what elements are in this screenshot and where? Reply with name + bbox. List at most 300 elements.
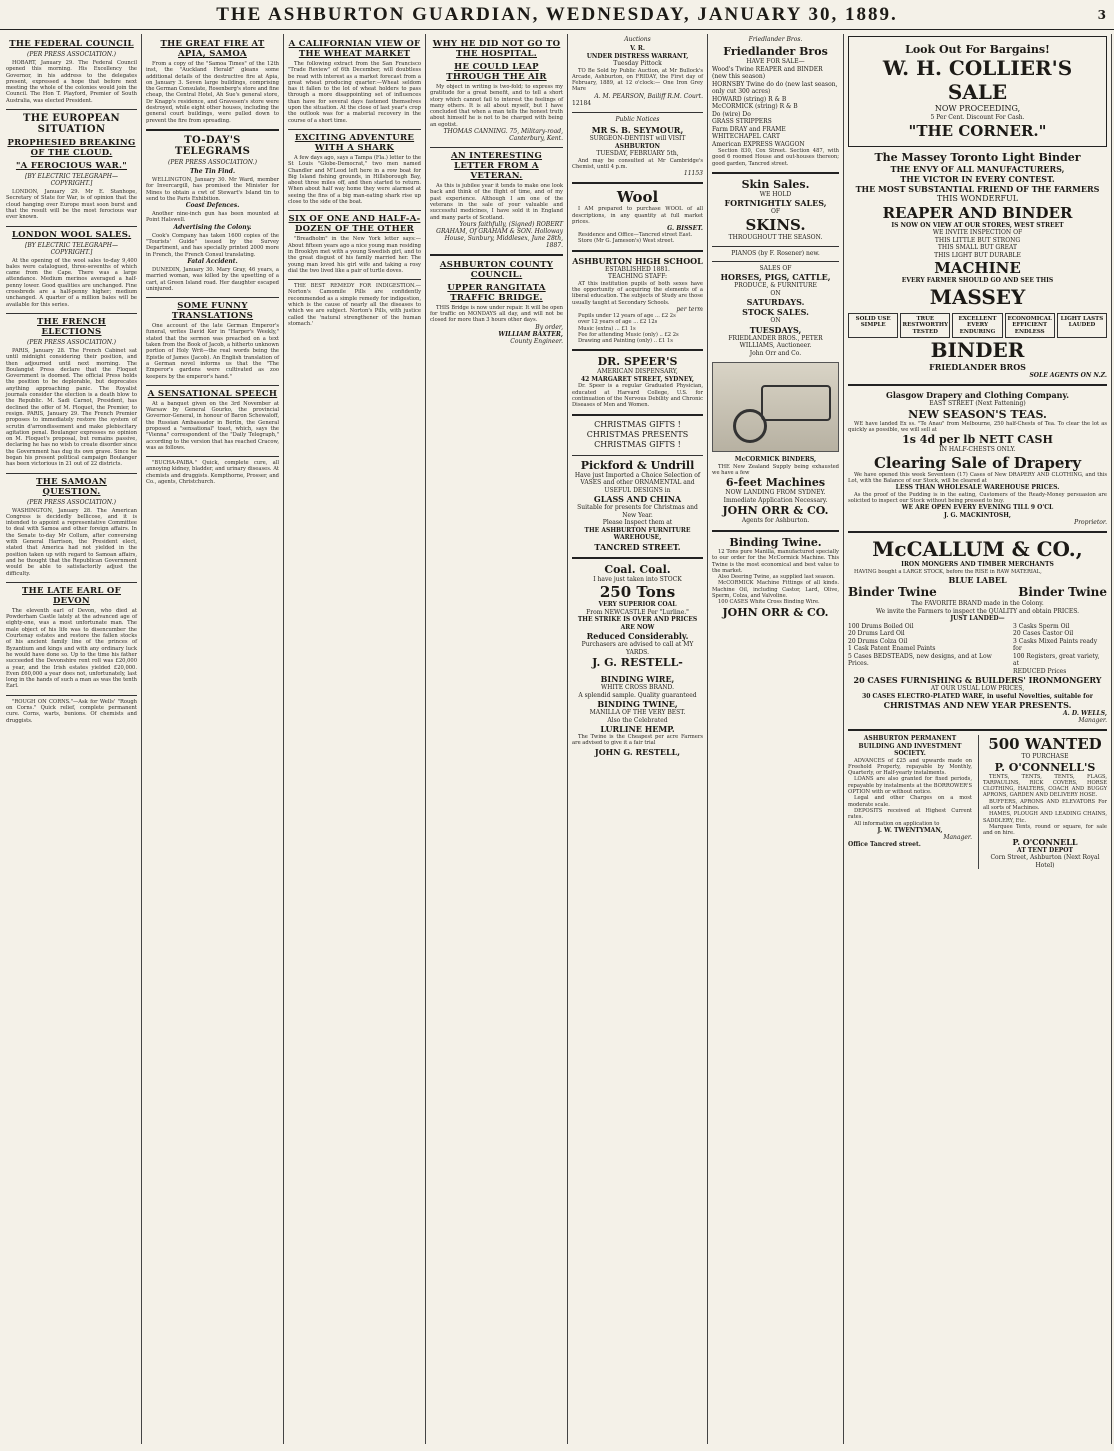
article-body: At the opening of the wool sales to-day 9,400 bales were catalogued, three-sevenths of which came from the Cape. There was a large attendance. Medium merinos averaged a half-penny lower. Good qualities are unchanged. Fine crossbreds are a half-penny higher; medium unchanged. A quarter of a million bales will be available for this series. <box>6 257 137 308</box>
ad-line: BUFFERS, APRONS AND ELEVATORS For all sorts of Machines. <box>983 798 1107 812</box>
ad-line: THIS LITTLE BUT STRONG <box>934 236 1021 244</box>
ad-body: WE have landed Ex ss. "Te Anau" from Melbourne, 250 half-Chests of Tea. To clear the lot as quickly as possible, we will sell at <box>848 420 1107 433</box>
ad-line: WHITE CROSS BRAND. <box>600 684 675 692</box>
section-label-auctions: Auctions <box>624 36 651 43</box>
telegram-fatal-title: Fatal Accident. <box>187 257 238 265</box>
ad-body: TO Be Sold by Public Auction, at Mr Bullock's Arcade, Ashburton, on FRIDAY, the First day of February, 1889, at 12 o'clock:— One Iron Grey Mare <box>572 67 703 93</box>
article-apia-fire <box>146 39 279 124</box>
ad-coal <box>572 563 703 670</box>
fees-label: per term <box>676 305 703 313</box>
divider <box>572 557 703 559</box>
ad-line: OF <box>770 208 781 216</box>
article-body: At a banquet given on the 3rd November at Warsaw by General Gourko, the provincial Governor-General, in honour of Baron Schewaloff, the Russian Ambassador in Berlin, the General proposed a "sensational" toast, which, says the "Vienna" correspondent of the "Daily Telegraph," according to the version that has reached Cracow, was as follows. <box>146 400 279 451</box>
ad-line: VASES and other ORNAMENTAL and USEFUL DESIGNS in <box>580 479 695 494</box>
ad-line: THE ASHBURTON FURNITURE WAREHOUSE, <box>584 526 691 542</box>
ad-line: IN HALF-CHESTS ONLY. <box>939 446 1016 454</box>
ad-signer: A. M. PEARSON, Bailiff R.M. Court. <box>594 92 703 100</box>
source-line: [BY ELECTRIC TELEGRAPH—COPYRIGHT.] <box>25 241 118 256</box>
divider <box>146 385 279 386</box>
divider <box>572 182 703 184</box>
list-item: WHITECHAPEL CART <box>712 133 780 140</box>
fee-line: Music (extra) ... £1 1s <box>578 325 636 332</box>
ad-heading: Friedlander Bros <box>723 45 828 58</box>
source-line: (PER PRESS ASSOCIATION.) <box>27 51 116 58</box>
ad-signer: JOHN G. RESTELL, <box>594 746 681 757</box>
ad-address: EAST STREET (Next Fattening) <box>929 400 1026 407</box>
headline: WHY HE DID NOT GO TO THE HOSPITAL. <box>432 39 561 59</box>
article-body: The eleventh earl of Devon, who died at Powderham Castle lately at the advanced age of eighty-one, was a most unfortunate man. The male object of his life was to disencumber the Courtenay estates and restore the fallen stocks of his ancient family line of the princes of Byzantium and kings and with any ordinary luck he would have done so. Up to the time his father succeeded the Devonshire rent roll was £20,000 a year, and the Irish estates yielded £20,000. Even £60,000 a year does not, unfortunately, last long in the hands of such a man as was the tenth Earl. <box>6 607 137 690</box>
trait-cell: ECONOMICAL EFFICIENT ENDLESS <box>1005 313 1055 339</box>
ad-line: TUESDAYS, <box>749 324 802 335</box>
divider <box>430 147 563 148</box>
ad-building-society <box>848 735 972 869</box>
divider <box>146 297 279 298</box>
ad-line: VERY SUPERIOR COAL <box>598 601 677 609</box>
ad-line: IS NOW ON VIEW AT OUR STORES, WEST STREET <box>891 221 1064 229</box>
list-item: American EXPRESS WAGGON <box>712 140 805 148</box>
ad-line: Immediate Application Necessary. <box>723 496 828 504</box>
headline: THE FEDERAL COUNCIL <box>9 39 134 49</box>
ad-signer: FRIEDLANDER BROS <box>929 362 1026 372</box>
article-earl-of-devon <box>6 586 137 690</box>
ad-caption: McCORMICK BINDERS, <box>734 456 817 464</box>
ad-mccallum <box>848 537 1107 724</box>
divider <box>572 414 703 416</box>
ad-info: All information on application to <box>854 820 940 827</box>
ad-line: LESS THAN WHOLESALE WAREHOUSE PRICES. <box>895 484 1060 492</box>
telegram-coast-title: Coast Defences. <box>185 202 240 210</box>
article-veteran <box>430 151 563 249</box>
divider <box>848 384 1107 386</box>
ad-dr-speer <box>572 355 703 408</box>
ad-christmas <box>572 420 703 450</box>
ad-staff-label: TEACHING STAFF: <box>607 273 668 281</box>
divider <box>146 129 279 131</box>
article-hospital <box>430 39 563 142</box>
ad-line: TUESDAY, FEBRUARY 5th, <box>596 150 679 158</box>
ad-price: 1s 4d per lb NETT CASH <box>902 433 1053 447</box>
trait-cell: EXCELLENT EVERY ENDURING <box>952 313 1002 339</box>
ad-agent: John Orr and Co. <box>749 349 802 357</box>
ad-body: We have opened this week Seventeen (17) Cases of New DRAPERY AND CLOTHING, and this Lot, with the Balance of our Stock, will be cleared at <box>848 471 1107 484</box>
ad-line: STOCK SALES. <box>742 307 809 318</box>
ad-line: BINDER <box>930 338 1025 362</box>
headline: THE EUROPEAN SITUATION <box>23 113 120 136</box>
ad-line: SURGEON-DENTIST will VISIT <box>589 135 686 143</box>
ad-binding-twine <box>712 536 839 619</box>
divider <box>6 582 137 583</box>
ad-line: Reduced Considerably. <box>586 631 689 642</box>
ad-rough-on-corns: "ROUGH ON CORNS."—Ask for Wells' "Rough on Corns." Quick relief, complete permanent cure. Corns, warts, bunions. Of chemists and druggists. <box>6 698 137 724</box>
headline: SOME FUNNY TRANSLATIONS <box>171 301 254 322</box>
divider <box>572 349 703 351</box>
ad-body: AT this institution pupils of both sexes have the opportunity of acquiring the elements of a liberal education. The subjects of Study are those usually taught at Secondary Schools. <box>572 280 703 306</box>
column-1 <box>2 34 142 1444</box>
ad-body: 12 Tons pure Manilla, manufactured specially to our order for the McCormick Machine. This Twine is the most economical and best value to the market. <box>712 548 839 574</box>
source-line: (PER PRESS ASSOCIATION.) <box>168 158 257 166</box>
list-item: HOWARD (string) R & B <box>712 95 787 103</box>
article-european <box>6 113 137 220</box>
ad-sub: HAVE FOR SALE— <box>746 58 805 65</box>
quote-headline: "A FEROCIOUS WAR." <box>15 161 128 172</box>
ad-line: HORSES, PIGS, CATTLE, <box>720 272 831 283</box>
column-2 <box>142 34 284 1444</box>
ad-line: SALES OF <box>759 264 792 272</box>
signature: THOMAS CANNING. 75, Military-road, Canterbury, Kent. <box>443 128 563 143</box>
trait-cell: SOLID USE SIMPLE <box>848 313 898 339</box>
ad-fittings: McCORMICK Machine Fittings of all kinds. Machine Oil, including Castor, Lard, Olive, Sperm, Colza, and Valvoline. <box>712 580 839 600</box>
ad-address: Corn Street, Ashburton (Next Royal Hotel) <box>990 854 1100 869</box>
column-5 <box>568 34 708 1444</box>
notice-county-council <box>430 260 563 345</box>
divider <box>712 172 839 174</box>
list-item: 100 Drums Boiled Oil <box>848 622 914 630</box>
ad-line: Also Deering Twine, as supplied last season. <box>718 574 835 581</box>
ad-line: MASSEY <box>929 284 1026 309</box>
ad-line: AT OUR USUAL LOW PRICES, <box>930 685 1025 693</box>
article-body: LONDON, January 29. Mr E. Stanhope, Secretary of State for War, is of opinion that the cloud hanging over Europe must soon burst and that the result will be the most ferocious war ever known. <box>6 189 137 221</box>
ad-line: Purchasers are advised to call at MY YARDS. <box>581 641 694 656</box>
list-item: 3 Casks Sperm Oil <box>1013 622 1070 630</box>
ad-line: NOW PROCEEDING, <box>934 104 1021 113</box>
ad-line: TANCRED STREET. <box>594 541 681 552</box>
ad-signer: J. G. MACKINTOSH, <box>944 511 1011 519</box>
ad-bucha-paiba: "BUCHA-PAIBA." Quick, complete cure, all annoying kidney, bladder, and urinary diseases. At chemists and druggists. Kempthorne, Prosser, and Co., agents, Christchurch. <box>146 460 279 486</box>
ad-line: I have just taken into STOCK <box>593 575 682 583</box>
telegram-tin-body: WELLINGTON, January 30. Mr Ward, member for Invercargill, has promised the Minister for Mines to obtain a cwt of Stewart's Island tin to send to the Paris Exhibition. <box>146 176 279 202</box>
article-body: As this is jubilee year it tends to make one look back and think of the flight of time, and of my past experience. Although I am one of the veterans in the sale of your valuable and successful medicines, I have sold it in England and many parts of Scotland. <box>430 183 563 221</box>
ad-line: MANILLA OF THE VERY BEST. <box>589 709 686 717</box>
ad-line: FORTNIGHTLY SALES, <box>724 198 827 209</box>
ad-line: BINDING TWINE, <box>597 699 678 710</box>
divider <box>712 246 839 247</box>
telegram-advertising-title: Advertising the Colony. <box>173 223 252 231</box>
ad-line: CHRISTMAS PRESENTS <box>586 429 689 439</box>
headline: LONDON WOOL SALES. <box>11 229 132 240</box>
article-shark <box>288 133 421 205</box>
ad-brand: JOHN ORR & CO. <box>722 605 829 619</box>
ad-body: Dr. Speer is a regular Graduated Physician, educated at Harvard College, U.S. for continuation of the Nervous Debility and Chronic Diseases of Men and Women. <box>572 383 703 409</box>
ad-pianos: PIANOS (by F. Rosener) new. <box>731 250 820 258</box>
ad-heading: Wool <box>616 188 659 207</box>
article-french-elections <box>6 317 137 468</box>
divider <box>430 254 563 256</box>
headline: THE LATE EARL OF DEVON <box>22 585 121 606</box>
ad-line: Also the Celebrated <box>607 716 668 724</box>
ad-signer-title: Manager. <box>1078 717 1107 725</box>
divider <box>6 473 137 474</box>
ad-heading: DR. SPEER'S <box>597 355 678 369</box>
ad-line: THIS SMALL BUT GREAT <box>937 244 1018 251</box>
article-telegrams <box>146 135 279 292</box>
headline: A CALIFORNIAN VIEW OF THE WHEAT MARKET <box>288 39 421 59</box>
ad-distress-warrant <box>572 45 703 107</box>
ad-pickford-undrill <box>572 459 703 552</box>
fee-line: Drawing and Painting (only) .. £1 1s <box>578 338 673 345</box>
ad-high-school <box>572 256 703 345</box>
list-item: 1 Cask Patent Enamel Paints <box>848 645 936 653</box>
notice-body: THIS Bridge is now under repair. It will be open for traffic on MONDAYS all day, and will not be closed for more than 3 hours other days. <box>430 304 563 324</box>
ad-line: CHRISTMAS GIFTS ! <box>594 439 681 449</box>
article-body: From a copy of the "Samoa Times" of the 12th inst, the "Auckland Herald" gleans some additional details of the destructive fire at Apia, on January 3. Seven large buildings, comprising the German Consulate, Rosenberg's store and fine cheap, the Central Hotel, Ah Sue's general store, Dr Knapp's residence, and Gravesen's store were destroyed, while eight other houses, including the general court buildings, were pulled down to prevent the fire from spreading. <box>146 61 279 124</box>
trait-cell: TRUE RESTWORTHY TESTED <box>900 313 950 339</box>
ad-body: ADVANCES of £25 and upwards made on Freehold Property, repayable by Monthly, Quarterly, or Half-yearly instalments. <box>848 757 972 777</box>
ad-loans: LOANS are also granted for fixed periods, repayable by instalments at the BORROWER'S OPTION with or without notice. <box>848 776 972 796</box>
ad-line: LURLINE HEMP. <box>600 724 675 735</box>
divider <box>6 695 137 696</box>
list-item: GRASS STRIPPERS <box>712 118 772 125</box>
article-body: PARIS, January 28. The French Cabinet sat until midnight considering their position, and then adjourned until next morning. The Boulangist Press declare that the Floquet Government is doomed. The official Press holds the position to be deplorable, but deprecates anything approaching panic. The Royalist journals consider the election is a death blow to the Republic. M. Sadi Carnot, President, has declined the offer of M. Floquet, the Premier, to resign. PARIS, January 29. The French Premier proposes to immediately restore the system of scrutin d'arrondissement and make plebiscitary agitation penal. Boulanger expresses no opinion on M. Floquet's proposal, but remains passive, declaring he has no wish to create disorder since the Government has dug its own grave. Since he began his present political campaign Boulanger has been victorious in 21 out of 22 districts. <box>6 347 137 468</box>
headline: THE GREAT FIRE AT APIA, SAMOA <box>160 39 265 59</box>
ad-line: A splendid sample. Quality guaranteed <box>578 691 697 699</box>
list-item: 3 Casks Mixed Paints ready for <box>1013 637 1098 653</box>
list-item: Do (wire) Do <box>712 110 751 118</box>
ad-signer: J. W. TWENTYMAN, <box>877 826 943 834</box>
ad-body: HAVING bought a LARGE STOCK, before the RISE in RAW MATERIAL, <box>854 568 1042 575</box>
ad-binding-wire <box>572 674 703 757</box>
ad-office: Office Tancred street. <box>848 841 921 849</box>
ad-line: "THE CORNER." <box>908 121 1047 140</box>
ad-body: THE New Zealand Supply being exhausted we have a few <box>712 463 839 477</box>
ad-signer: G. BISSET. <box>667 225 703 233</box>
ad-ref: 11153 <box>683 170 703 178</box>
fee-line: over 12 years of age ... £2 12s <box>578 319 658 326</box>
ad-line: 20 CASES FURNISHING & BUILDERS' IRONMONGERY <box>853 675 1102 686</box>
article-body: One account of the late German Emperor's funeral, writes David Ker in "Harper's Weekly," stated that the sermon was preached on a text taken from the Book of Jacob, a hitherto unknown portion of Holy Writ—the real words being the Epistle of James (Jacob). An English translation of a German novel informs us that the "The Emperor's gardens were cultivated as zoo keepers by the emperor's hand." <box>146 323 279 380</box>
ad-line: ASHBURTON <box>614 142 661 150</box>
ad-heading: The Massey Toronto Light Binder <box>874 150 1081 164</box>
ad-line: Please Inspect them at <box>602 519 673 527</box>
divider <box>6 226 137 227</box>
list-item: 20 Drums Colza Oil <box>848 637 908 645</box>
list-item: REDUCED Prices <box>1013 667 1067 675</box>
telegram-advertising-body: Cook's Company has taken 1600 copies of the "Tourists' Guide" issued by the Survey Department, and has specially printed 2000 more in French, the French Consul translating. <box>146 232 279 258</box>
page-number: 3 <box>1097 8 1106 22</box>
ad-address: AT TENT DEPOT <box>1017 846 1073 854</box>
ad-heading: Skin Sales. <box>741 177 810 191</box>
ad-heading: Binding Twine. <box>729 535 822 549</box>
ad-line: WE HOLD <box>759 190 792 198</box>
column-6 <box>708 34 844 1444</box>
ad-line: MACHINE <box>934 259 1021 277</box>
ad-line: 5 Per Cent. Discount For Cash. <box>930 114 1025 121</box>
ad-signer: FRIEDLANDER BROS., PETER WILLIAMS, Auctioneer. <box>728 334 823 350</box>
divider <box>848 729 1107 731</box>
ad-sales <box>712 265 839 358</box>
ad-heading: ASHBURTON HIGH SCHOOL <box>572 255 703 266</box>
divider <box>146 456 279 457</box>
list-item: 20 Drums Lard Oil <box>848 630 905 638</box>
source-line: [BY ELECTRIC TELEGRAPH—COPYRIGHT.] <box>25 173 118 188</box>
telegram-fatal-body: DUNEDIN, January 30. Mary Gray, 46 years, a married woman, was killed by the upsetting of a cart, at Green Island road. Her daughter escaped uninjured. <box>146 266 279 292</box>
source-line: (PER PRESS ASSOCIATION.) <box>27 498 116 506</box>
divider <box>712 530 839 532</box>
headline: ASHBURTON COUNTY COUNCIL. <box>439 259 554 280</box>
column-4 <box>426 34 568 1444</box>
ad-friedlander <box>712 45 839 167</box>
trait-cell: LIGHT LASTS LAUDED <box>1057 313 1107 339</box>
bottom-ads-row <box>848 735 1107 874</box>
landed-right <box>1013 623 1107 676</box>
ad-store: Store (Mr G. Jameson's) West street. <box>578 238 675 245</box>
ad-sub: AMERICAN DISPENSARY, <box>597 368 678 376</box>
ad-seymour-dentist <box>572 125 703 177</box>
list-item: HORNSBY Twine do do (new last season, only cut 300 acres) <box>712 80 838 95</box>
article-wool-sales <box>6 230 137 308</box>
ad-skin-sales <box>712 178 839 242</box>
ad-ref: 12184 <box>572 99 592 107</box>
ad-wool-bisset <box>572 188 703 244</box>
ad-line: CHRISTMAS GIFTS ! <box>594 419 681 429</box>
ad-line: ON <box>770 289 781 297</box>
list-item: 100 Registers, great variety, at <box>1013 652 1100 668</box>
mccormick-binder-illustration <box>712 362 839 452</box>
ad-line: THIS LIGHT BUT DURABLE <box>934 251 1021 259</box>
ad-line: 30 CASES ELECTRO-PLATED WARE, in useful Novelties, suitable for <box>862 692 1093 700</box>
ad-body: I AM prepared to purchase WOOL of all descriptions, in any quantity at full market prices. <box>572 206 703 225</box>
crest: V. R. <box>630 45 645 52</box>
ad-line: 250 Tons <box>599 583 676 602</box>
divider <box>288 210 421 211</box>
article-translations <box>146 301 279 380</box>
ad-heading: 6-feet Machines <box>725 476 826 490</box>
ad-line: Look Out For Bargains! <box>905 43 1050 56</box>
ad-landed: JUST LANDED— <box>950 615 1005 623</box>
ad-heading: ASHBURTON PERMANENT BUILDING AND INVESTMENT SOCIETY. <box>858 735 962 758</box>
ad-line: Have just Imported a Choice Selection of <box>574 471 701 479</box>
list-item: 5 Cases BEDSTEADS, new designs, and at Low Prices. <box>848 652 992 668</box>
ad-line: NOW LANDING FROM SYDNEY. <box>725 489 826 497</box>
ad-line: And may be consulted at Mr Cambridge's Chemist, until 4 p.m. <box>572 157 703 170</box>
headline: EXCITING ADVENTURE WITH A SHARK <box>294 132 415 153</box>
ad-heading: UNDER DISTRESS WARRANT, <box>586 52 689 60</box>
ad-line: SKINS. <box>745 215 806 234</box>
ad-line: Marquee Tents, round or square, for sale and on hire. <box>983 823 1107 837</box>
subheadline: UPPER RANGITATA TRAFFIC BRIDGE. <box>447 282 546 303</box>
article-samoan <box>6 477 137 577</box>
ad-line: SATURDAYS. <box>746 297 805 308</box>
twine-row <box>848 585 1107 600</box>
ad-cases: 100 CASES White Cross Binding Wire. <box>718 599 820 606</box>
divider <box>288 129 421 130</box>
ad-signer: A. D. WELLS, <box>1063 710 1107 718</box>
ad-line: THROUGHOUT THE SEASON. <box>728 233 823 241</box>
ad-name: P. O'CONNELL'S <box>994 760 1096 774</box>
divider <box>572 112 703 113</box>
ad-line: REAPER AND BINDER <box>882 203 1073 222</box>
ad-mccormick <box>712 456 839 525</box>
divider <box>6 313 137 314</box>
ad-sub: 42 MARGARET STREET, SYDNEY, <box>580 375 694 383</box>
section-label: Friedlander Bros. <box>748 36 803 43</box>
twine-left: Binder Twine <box>848 585 937 600</box>
ad-line: PRODUCE, & FURNITURE <box>734 282 817 290</box>
ad-oconnell <box>978 735 1107 869</box>
ad-norton-pills: THE BEST REMEDY FOR INDIGESTION.—Norton's Camomile Pills are confidently recommended as a simple remedy for indigestion, which is the cause of nearly all the diseases to which we are subject. Norton's Pills, with justice called the 'natural strengthener of the human stomach.' <box>288 283 421 327</box>
signature: Yours faithfully, (Signed) ROBERT GRAHAM, Of GRAHAM & SON. Holloway House, Sunbury, Middlesex, June 28th, 1887. <box>436 220 563 249</box>
notice-signer-title: County Engineer. <box>510 337 563 345</box>
article-wheat-market <box>288 39 421 124</box>
ad-line: THE MOST SUBSTANTIAL FRIEND OF THE FARMERS <box>855 183 1100 194</box>
article-speech <box>146 389 279 451</box>
article-body: A few days ago, says a Tampa (Fla.) letter to the St Louis "Globe-Democrat," two men named Chandler and M'Leod left here in a row boat for Big Island fishing grounds, in Hillsborough Bay, about three miles off, and then started to return. When about half way home they were alarmed at seeing the fins of a big man-eating shark rise up close to the side of the boat. <box>288 154 421 206</box>
headline: TO-DAY'S TELEGRAMS <box>174 134 251 157</box>
newspaper-title: THE ASHBURTON GUARDIAN, WEDNESDAY, JANUARY 30, 1889. <box>216 4 898 25</box>
ad-line: BLUE LABEL <box>948 575 1007 586</box>
ad-agents: Agents for Ashburton. <box>741 517 810 525</box>
ad-line: THE VICTOR IN EVERY CONTEST. <box>900 173 1055 184</box>
list-item: Farm DRAY and FRAME <box>712 125 786 133</box>
list-item: McCORMICK (string) R & B <box>712 103 798 110</box>
ad-line: BINDING WIRE, <box>600 674 675 685</box>
divider <box>572 455 703 456</box>
ad-line: From NEWCASTLE Per "Lurline." <box>586 608 689 616</box>
article-body: WASHINGTON, January 28. The American Congress is decidedly bellicose, and it is intended to appoint a representative Committee to deal with Samoa and other foreign affairs. In the Senate to-day Mr Collum, after conversing with General Harrison, the President elect, stated that America had not yielded in the position taken up with regard to Samoan affairs, and he thought that the Republican Government would be able to satisfactorily adjust the difficulty. <box>6 507 137 577</box>
landed-list <box>848 623 1107 676</box>
ad-line: EVERY FARMER SHOULD GO AND SEE THIS <box>901 277 1054 284</box>
ad-line: The Twine is the Cheapest per acre Farmers are advised to give it a fair trial <box>572 734 703 747</box>
ad-sub: TO PURCHASE <box>1021 753 1069 761</box>
ad-body: TENTS, TENTS, TENTS, FLAGS, TARPAULINS, RICK COVERS, HORSE CLOTHING, HALTERS, COACH AND BUGGY APRONS, GARDEN AND DELIVERY HOSE. <box>983 773 1107 799</box>
ad-legal: Legal and other Charges on a most moderate scale. <box>848 795 972 808</box>
ad-body: As the proof of the Pudding is in the eating, Customers of the Ready-Money persuasion are solicited to inspect our Stock without being pressed to buy. <box>848 491 1107 504</box>
article-body: "Breadholm" in the New York letter says:—About fifteen years ago a nice young man residing in Brooklyn met with a young Swedish girl, and to the great disgust of his family married her. The young man loved his girl wife and taking a rosy dial the two lived like a pair of turtle doves. <box>288 236 421 274</box>
ad-signer-title: Proprietor. <box>1074 519 1107 527</box>
column-3 <box>284 34 426 1444</box>
ad-glasgow-drapery <box>848 390 1107 526</box>
notice-signer: WILLIAM BAXTER, <box>498 330 563 338</box>
ad-collier-sale <box>848 36 1107 147</box>
divider <box>6 109 137 110</box>
ad-section-text: Section 830, Cox Street. Section 487, with good 6 roomed House and out-houses thereon; good garden, Tancred street. <box>712 148 839 167</box>
ad-heading: Glasgow Drapery and Clothing Company. <box>886 390 1069 400</box>
ad-line: THE STRIKE IS OVER AND PRICES ARE NOW <box>577 616 698 631</box>
ad-line: ON <box>770 317 781 325</box>
divider <box>712 261 839 262</box>
column-7 <box>844 34 1112 1444</box>
headline: SIX OF ONE AND HALF-A-DOZEN OF THE OTHER <box>288 214 421 235</box>
section-label-public-notices: Public Notices <box>615 116 660 124</box>
ad-signer-title: Manager. <box>943 834 972 842</box>
ad-established: ESTABLISHED 1881. <box>605 265 670 273</box>
article-six-of-one <box>288 214 421 274</box>
notice-order: By order, <box>535 323 563 331</box>
headline: THE FRENCH ELECTIONS <box>37 316 106 337</box>
ad-brand: JOHN ORR & CO. <box>722 504 829 518</box>
ad-heading: Pickford & Undrill <box>580 458 695 472</box>
ad-address: Residence and Office—Tancred street East. <box>578 232 693 239</box>
ad-line: CHRISTMAS AND NEW YEAR PRESENTS. <box>883 700 1072 711</box>
fee-line: Pupils under 12 years of age ... £2 2s <box>578 312 676 319</box>
divider <box>288 279 421 280</box>
article-body: HOBART, January 29. The Federal Council opened this morning. His Excellency the Governor, in his address to the delegates present, expressed a hope that before next meeting the whole of the colonies would join the Council. The Hon T. Playford, Premier of South Australia, was elected President. <box>6 60 137 104</box>
divider <box>572 250 703 252</box>
ad-signer: J. G. RESTELL- <box>592 656 683 670</box>
ad-line: THIS WONDERFUL <box>936 193 1019 203</box>
divider <box>848 531 1107 533</box>
article-body: My object in writing is two-fold; to express my gratitude for a great benefit, and to tell a short story which cannot fail to interest the feelings of many others. It is all about myself, but I have concluded that when a man tells the honest truth about himself he is not to be charged with being an egotist. <box>430 84 563 128</box>
ad-sub: IRON MONGERS AND TIMBER MERCHANTS <box>901 561 1054 569</box>
machine-list <box>712 66 839 149</box>
twine-right: Binder Twine <box>1018 585 1107 600</box>
ad-line: WE ARE OPEN EVERY EVENING TILL 9 O'CL <box>901 504 1054 512</box>
headline: AN INTERESTING LETTER FROM A VETERAN. <box>450 151 543 182</box>
ad-subheading: Tuesday Pittock <box>613 60 662 67</box>
ad-massey-binder <box>848 151 1107 380</box>
list-item: Wood's Twine REAPER and BINDER (new this season) <box>712 65 823 80</box>
ad-line: GLASS AND CHINA <box>593 494 682 505</box>
ad-heading: W. H. COLLIER'S SALE <box>882 56 1073 104</box>
